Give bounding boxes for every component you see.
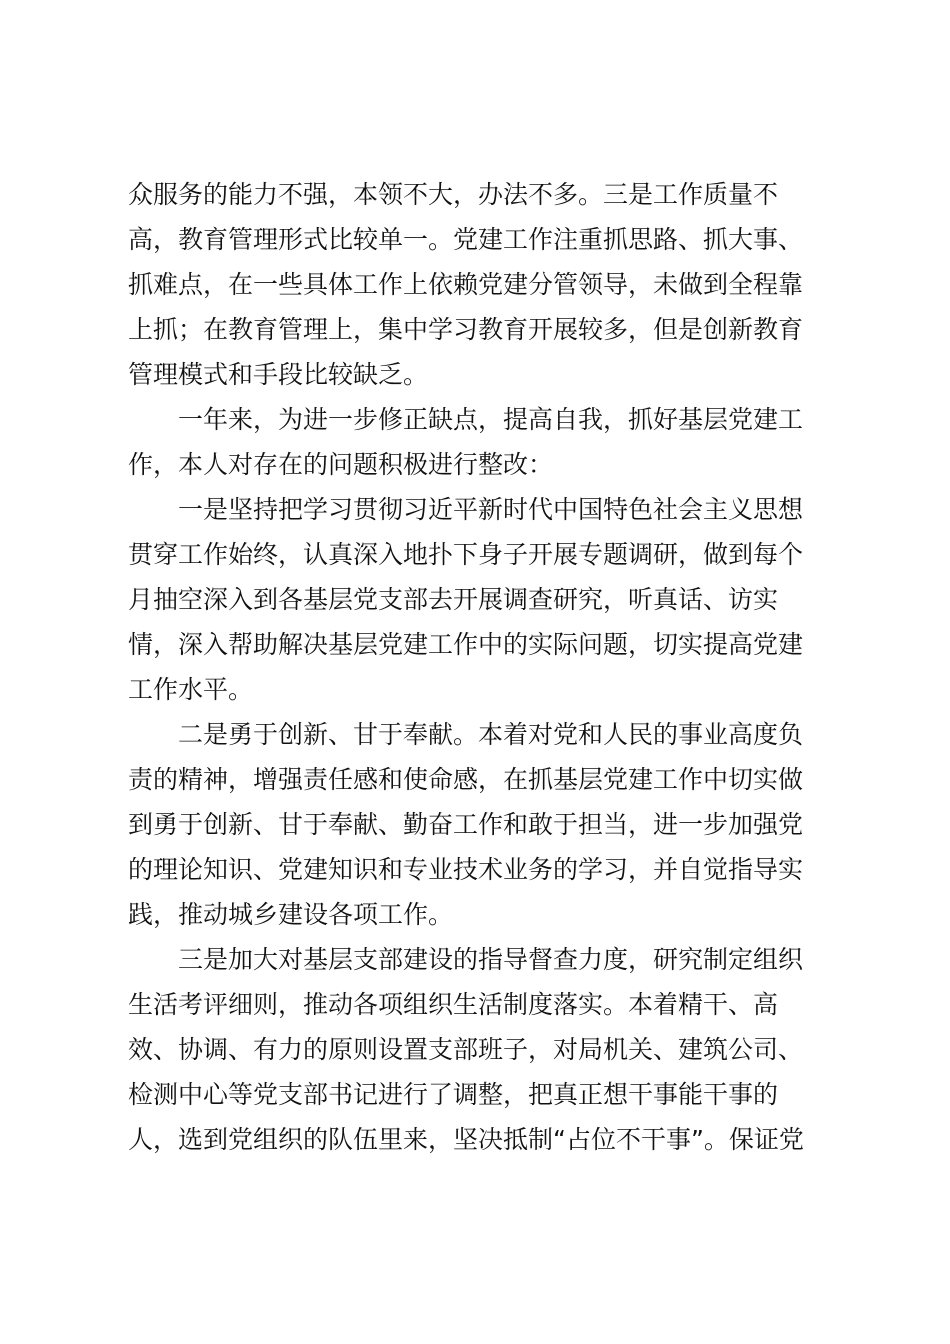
paragraph-3 xyxy=(128,487,818,712)
text-line: 人，选到党组织的队伍里来，坚决抵制“占位不干事”。保证党 xyxy=(128,1125,804,1154)
text-line: 抓难点，在一些具体工作上依赖党建分管领导，未做到全程靠 xyxy=(128,270,804,299)
text-line: 的理论知识、党建知识和专业技术业务的学习，并自觉指导实 xyxy=(128,855,804,884)
text-line: 情，深入帮助解决基层党建工作中的实际问题，切实提高党建 xyxy=(128,630,804,659)
text-line: 月抽空深入到各基层党支部去开展调查研究，听真话、访实 xyxy=(128,585,779,614)
text-line: 生活考评细则，推动各项组织生活制度落实。本着精干、高 xyxy=(128,990,779,1019)
text-line: 一年来，为进一步修正缺点，提高自我，抓好基层党建工 xyxy=(178,405,804,434)
text-line: 效、协调、有力的原则设置支部班子，对局机关、建筑公司、 xyxy=(128,1035,804,1064)
document-body xyxy=(128,172,818,1162)
text-line: 作，本人对存在的问题积极进行整改： xyxy=(128,450,554,479)
text-line: 二是勇于创新、甘于奉献。本着对党和人民的事业高度负 xyxy=(178,720,804,749)
text-line: 众服务的能力不强，本领不大，办法不多。三是工作质量不 xyxy=(128,180,779,209)
text-line: 检测中心等党支部书记进行了调整，把真正想干事能干事的 xyxy=(128,1080,779,1109)
text-line: 贯穿工作始终，认真深入地扑下身子开展专题调研，做到每个 xyxy=(128,540,804,569)
text-line: 上抓；在教育管理上，集中学习教育开展较多，但是创新教育 xyxy=(128,315,804,344)
text-line: 践，推动城乡建设各项工作。 xyxy=(128,900,454,929)
paragraph-4 xyxy=(128,712,818,937)
text-line: 高，教育管理形式比较单一。党建工作注重抓思路、抓大事、 xyxy=(128,225,804,254)
text-line: 责的精神，增强责任感和使命感，在抓基层党建工作中切实做 xyxy=(128,765,804,794)
text-line: 管理模式和手段比较缺乏。 xyxy=(128,360,429,389)
paragraph-2 xyxy=(128,397,818,487)
paragraph-5 xyxy=(128,937,818,1162)
text-line: 三是加大对基层支部建设的指导督查力度，研究制定组织 xyxy=(178,945,804,974)
text-line: 工作水平。 xyxy=(128,675,254,704)
text-line: 到勇于创新、甘于奉献、勤奋工作和敢于担当，进一步加强党 xyxy=(128,810,804,839)
text-line: 一是坚持把学习贯彻习近平新时代中国特色社会主义思想 xyxy=(178,495,804,524)
paragraph-1 xyxy=(128,172,818,397)
